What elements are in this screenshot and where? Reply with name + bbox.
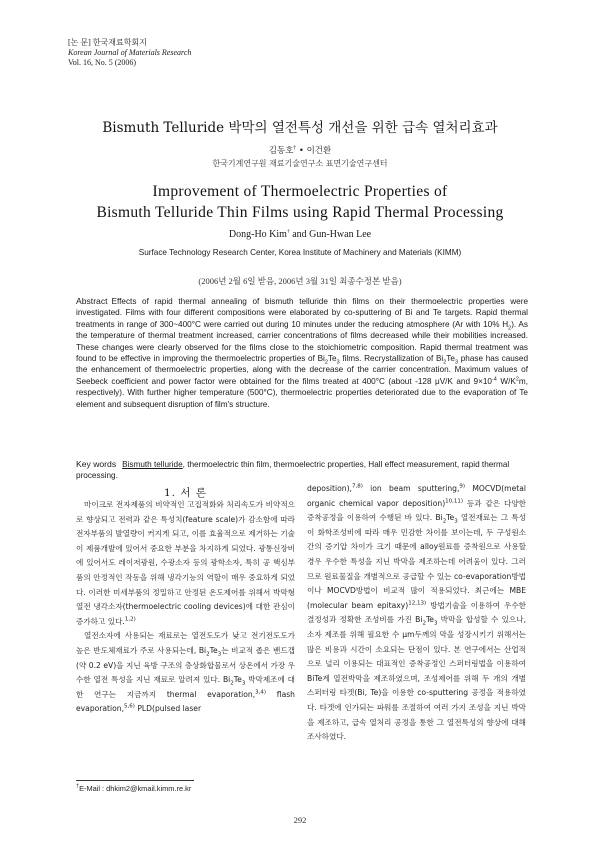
body-text: 열전재료는 그 특성이 화학조성비에 따라 매우 민감한 차이를 보이는데, 두 구성원소간의 증기압 차이가 크기 때문에 alloy원료를 증착원으로 사용할 경우 우수한 특성을 지닌 박막을 제조하는데 어려움이 있다. 그러므로 원료물질을 개별적으로 공급할 수 있는 co-evaporation방법이나 MOCVD방법이 비교적 많이 적용되었다. 최근에는 MBE (molecular beam epitaxy) (307, 513, 526, 610)
author-separator: • (296, 146, 307, 156)
subscript: 3 (217, 651, 222, 658)
superscript: -4 (491, 376, 497, 383)
abstract-text: films. Recrystallization of Bi (339, 354, 444, 364)
abstract-text: Effects of rapid thermal annealing of bismuth telluride thin films on their thermoelectric properties were investigated. Films with four different compositions were elaborated by co-sputtering of Bi and Te targets. Rapid thermal treatments in range of 300~400°C were carried out during 10 minutes under the reducing atmosphere (Ar with 10% H (76, 297, 528, 329)
paragraph (76, 498, 295, 629)
keywords-label: Key words (76, 459, 117, 469)
author-2-en: and Gun-Hwan Lee (289, 229, 372, 240)
footnote-dagger: † (76, 783, 80, 790)
citation: 10,11) (445, 498, 464, 505)
authors-korean (40, 144, 560, 156)
affiliation-english: Surface Technology Research Center, Korea Institute of Machinery and Materials (KIMM) (138, 248, 462, 257)
subscript: 2 (206, 651, 210, 658)
authors-english (40, 229, 560, 240)
title-english-line-1: Improvement of Thermoelectric Properties of (152, 183, 448, 200)
abstract-text: phase has caused the enhancement of thermoelectric properties, along with the decrease of the carrier concentration. Maximum values of Seebeck coefficient and power factor were obtained for the films treated at 400°C (about -128 μV/K and 9×10 (76, 354, 528, 386)
body-text: 는 비교적 좁은 밴드갭(약 0.2 eV)을 지닌 육방 구조의 층상화합물로서 상온에서 가장 우수한 열전 특성을 지닌 재료로 알려져 있다. Bi (76, 645, 295, 685)
abstract (76, 296, 528, 410)
affiliation-korean: 한국기계연구원 재료기술연구소 표면기술연구센터 (212, 159, 388, 168)
author-1-ko: 김동호 (268, 146, 294, 156)
title-korean: Bismuth Telluride 박막의 열전특성 개선을 위한 급속 열처리효과 (102, 120, 498, 136)
author-1-en: Dong-Ho Kim (228, 229, 287, 240)
body-text: ion beam sputtering, (362, 484, 460, 493)
subscript: 2 (508, 325, 512, 332)
corresponding-dagger: † (293, 145, 297, 152)
body-text: Te (425, 615, 434, 625)
subscript: 2 (442, 518, 447, 525)
footnote-divider (76, 780, 194, 781)
title-english-line-2: Bismuth Telluride Thin Films using Rapid Thermal Processing (96, 204, 504, 221)
subscript: 3 (454, 359, 459, 366)
body-text: 열전소자에 사용되는 재료로는 열전도도가 낮고 전기전도도가 높은 반도체재료가 주로 사용되는데, Bi (76, 631, 295, 655)
section-heading-introduction: 1. 서 론 (164, 487, 207, 499)
body-text: 방법기술을 이용하여 우수한 결정성과 정확한 조성비를 가진 Bi (307, 600, 526, 625)
abstract-text: Te (446, 354, 455, 364)
journal-header (68, 38, 368, 68)
body-text: flash evaporation, (76, 689, 295, 714)
body-text: 박막제조에 대한 연구는 지금까지 thermal evaporation, (76, 675, 295, 699)
citation: 1,2) (124, 616, 136, 623)
title-english (40, 181, 560, 223)
body-text: 박막을 합성할 수 있으나, 소자 제조를 위해 필요한 수 μm두께의 막을 성장시키기 위해서는 많은 비용과 시간이 소요되는 단점이 있다. 본 연구에서는 산업적으로 널리 이용되는 대표적인 증착공정인 스퍼터링법을 이용하여 BiTe계 열전박막을 제조하였으며, 조성제어를 위해 두 개의 개별 스퍼터링 타겟(Bi, Te)을 이용한 co-sputtering 공정을 적용하였다. 타겟에 인가되는 파워를 조절하여 여러 가지 조성을 지닌 박막을 제조하고, 급속 열처리 공정을 통한 그 열전특성의 향상에 대해 조사하였다. (307, 615, 526, 742)
body-text: 등과 같은 다양한 증착공정을 이용하여 수행된 바 있다. Bi (307, 498, 527, 523)
body-text: MOCVD(metal organic chemical vapor deposition) (307, 484, 526, 508)
journal-name-en: Korean Journal of Materials Research (68, 48, 192, 57)
journal-volume: Vol. 16, No. 5 (2006) (68, 58, 137, 67)
paragraph (307, 482, 526, 745)
body-text: 마이크로 전자제품의 비약적인 고집적화와 처리속도가 비약적으로 향상되고 전력과 같은 특성치(feature scale)가 감소함에 따라 전자부품의 발열량이 커지게 되고, 이를 효율적으로 제거하는 기술이 제품개발에 있어서 중요한 부분을 차지하게 되었다. 광통신장비에 있어서도 레이저광원, 수광소자 등의 광학소자, 특히 공 핵심부품의 안정적인 작동을 위해 냉각기능의 역할이 매우 중요하게 되었다. 이러한 미세부품의 정밀하고 안정된 온도제어를 위해서 박막형 열전 냉각소자(thermoelectric cooling devices)에 대한 관심이 증가하고 있다. (76, 500, 295, 626)
keywords-rest: , thermoelectric thin film, thermoelectric properties, Hall effect measurement, rapid thermal processing. (76, 460, 510, 481)
footnote-email (76, 784, 191, 793)
subscript: 2 (443, 359, 447, 366)
corresponding-dagger-en: † (286, 228, 290, 235)
citation: 7,8) (351, 483, 363, 490)
citation: 9) (459, 483, 466, 490)
body-text: PLD(pulsed laser (134, 704, 202, 714)
body-column-right (307, 482, 526, 745)
body-text: Te (233, 675, 242, 685)
citation: 12,13) (408, 600, 427, 607)
citation: 3,4) (255, 689, 267, 696)
paragraph (76, 629, 295, 717)
subscript: 2 (230, 680, 234, 687)
keywords (76, 459, 528, 482)
superscript: 2 (515, 376, 519, 383)
journal-category: [논 문] 한국재료학회지 (68, 38, 147, 47)
keyword-first: Bismuth telluride (122, 460, 183, 469)
citation: 5,6) (124, 703, 135, 710)
subscript: 3 (241, 680, 246, 687)
subscript: 3 (433, 620, 438, 627)
subscript: 2 (324, 359, 328, 366)
abstract-text: m, respectively). With further higher temperature (500°C), thermoelectric properties deteriorated due to the evaporation of Te element and subsequent disruption of film's structure. (76, 376, 528, 409)
body-text: Te (209, 645, 218, 655)
body-text: Te (446, 513, 455, 523)
abstract-label: Abstract (76, 296, 108, 306)
body-column-left (76, 498, 295, 717)
subscript: 2 (422, 620, 426, 627)
abstract-text: W/K (496, 376, 516, 386)
received-dates: (2006년 2월 6일 받음, 2006년 3월 31일 최종수정본 받음) (198, 276, 402, 286)
abstract-text: Te (327, 354, 337, 364)
subscript: 3 (454, 518, 458, 525)
body-text: deposition), (307, 484, 352, 493)
subscript: 3 (336, 359, 340, 366)
page-number: 292 (293, 815, 307, 825)
author-2-ko: 이건환 (306, 146, 332, 156)
footnote-text: E-Mail : dhkim2@kmail.kimm.re.kr (79, 784, 192, 793)
abstract-text: ). As the temperature of thermal treatment increased, carrier concentrations of films decreased while their mobilities increased. These changes were clearly observed for the films close to the stoichiometric composition. Rapid thermal treatment was found to be effective in improving the thermoelectric properties of Bi (76, 319, 528, 364)
